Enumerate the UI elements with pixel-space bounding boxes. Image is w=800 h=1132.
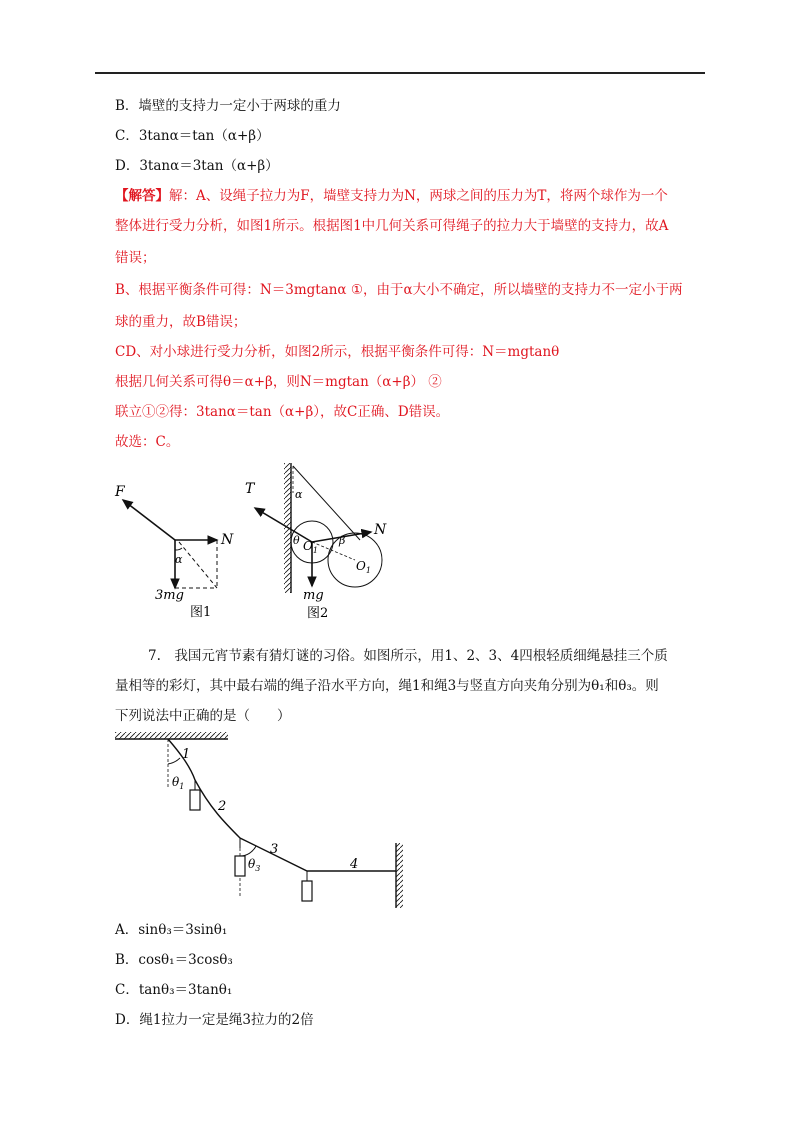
ceiling-hatch [115,732,228,739]
label-theta1: $\theta_1$ [172,775,185,791]
force-t-arrow [255,508,312,542]
label-theta: θ [293,534,300,547]
lantern-1 [190,790,200,810]
answer-line-7: 根据几何关系可得θ＝α+β，则N＝mgtan（α+β） ② [115,374,442,390]
answer-line-4: B、根据平衡条件可得：N＝3mgtanα ①，由于α大小不确定，所以墙壁的支持力不一定小于两 [115,282,683,298]
option7-c: C．tanθ₃＝3tanθ₁ [115,982,233,998]
header-rule [95,72,705,74]
lantern-3 [302,881,312,901]
alpha-arc [175,548,182,550]
label-f: F [115,484,125,500]
question7-line-1: 7. 我国元宵节素有猜灯谜的习俗。如图所示，用1、2、3、4四根轻质细绳悬挂三个质 [148,648,668,664]
label-n: N [374,522,387,538]
answer-line-5: 球的重力，故B错误； [115,314,247,330]
wall-hatch [396,843,403,908]
figure-lanterns [110,728,415,908]
option7-d: D．绳1拉力一定是绳3拉力的2倍 [115,1012,314,1028]
label-alpha: α [295,488,303,501]
label-theta3: $\theta_3$ [248,857,261,873]
option7-a: A．sinθ₃＝3sinθ₁ [115,922,228,938]
question7-line-3: 下列说法中正确的是（ ） [115,708,291,724]
answer-line-8: 联立①②得：3tanα＝tan（α+β），故C正确、D错误。 [115,404,450,420]
theta1-arc [168,758,180,764]
rope [293,466,360,540]
rope-chain [168,739,396,871]
force-f-arrow [123,500,175,540]
answer-line-6: CD、对小球进行受力分析，如图2所示，根据平衡条件可得：N＝mgtanθ [115,344,560,360]
answer-line-2: 整体进行受力分析，如图1所示。根据图1中几何关系可得绳子的拉力大于墙壁的支持力，故A [115,218,669,234]
figure1-caption: 图1 [190,605,212,620]
label-o1-large: $O_1$ [356,559,371,575]
figure-1 [105,470,245,625]
rope-label-2: 2 [218,799,227,814]
answer-tag: 【解答】 [115,188,169,204]
lantern-2 [235,856,245,876]
rope-label-1: 1 [182,747,191,762]
option-b-prev: B．墙壁的支持力一定小于两球的重力 [115,98,341,114]
theta3-arc [240,846,256,856]
question7-line-2: 量相等的彩灯，其中最右端的绳子沿水平方向，绳1和绳3与竖直方向夹角分别为θ₁和θ₃。则 [115,678,659,694]
rope-label-3: 3 [270,842,279,857]
center-line [312,542,355,560]
label-3mg: 3mg [155,588,184,603]
option-d-prev: D．3tanα＝3tan（α+β） [115,158,279,174]
answer-line-1: 【解答】解：A、设绳子拉力为F，墙壁支持力为N，两球之间的压力为T，将两个球作为一个 [115,188,668,204]
figure-2 [235,458,400,623]
figure2-caption: 图2 [307,606,329,621]
dashed-diagonal [179,542,217,588]
answer-line-9: 故选：C。 [115,434,180,450]
option-c-prev: C．3tanα＝tan（α+β） [115,128,270,144]
label-beta: β [339,534,346,547]
label-t: T [245,481,255,497]
option7-b: B．cosθ₁＝3cosθ₃ [115,952,233,968]
rope-label-4: 4 [350,857,359,872]
label-o1-small: $O_1$ [303,539,318,555]
label-n: N [221,532,234,548]
label-alpha: α [175,553,183,566]
answer-line-3: 错误； [115,250,156,266]
label-mg: mg [303,588,324,603]
